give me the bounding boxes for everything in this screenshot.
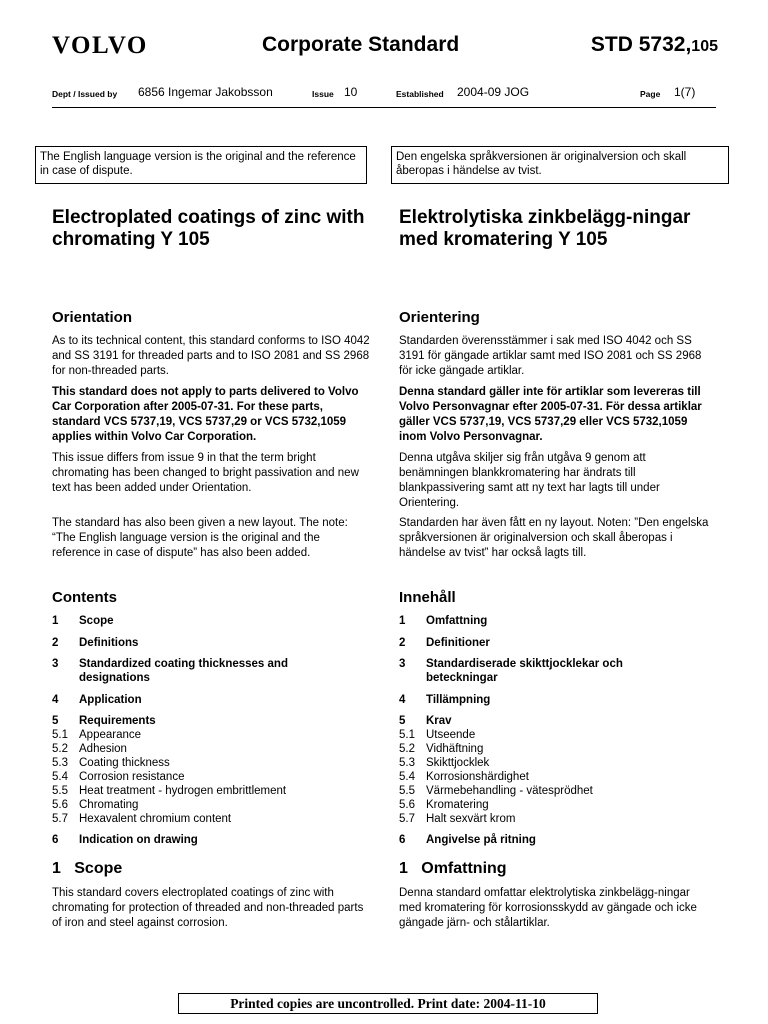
standard-number-main: STD 5732, [590,33,692,56]
established-label: Established [396,89,444,99]
header-divider [52,107,716,108]
swedish-title: Elektrolytiska zinkbelägg-ningar med kromatering Y 105 [399,207,691,250]
english-scope-heading: 1 Scope [52,860,123,877]
english-orientation-p2: This standard does not apply to parts delivered to Volvo Car Corporation after 2005-07-31. For these parts, standard VCS 5737,19, VCS 5737,29 or VCS 5732,1059 applies within Volvo Car Corporation. [52,386,359,443]
volvo-logo: VOLVO [52,32,148,59]
dept-value: 6856 Ingemar Jakobsson [138,85,273,99]
established-value: 2004-09 JOG [457,85,530,99]
document-header [52,30,718,64]
swedish-orientation-heading: Orientering [399,309,480,326]
english-contents-heading: Contents [52,589,117,606]
swedish-scope-text: Denna standard omfattar elektrolytiska zinkbelägg-ningar med kromatering för korrosionsskydd av gängade och icke gängade järn- och stålartiklar. [399,887,697,929]
standard-number [591,33,718,57]
swedish-orientation-p2: Denna standard gäller inte för artiklar som levereras till Volvo Personvagnar efter 2005-07-31. För dessa artiklar gäller VCS 5737,19, VCS 5737,29 eller VCS 5732,1059 inom Volvo Personvagnar. [399,386,702,443]
issue-value: 10 [344,85,358,99]
standard-revision: 105 [691,38,718,55]
swedish-orientation-p1: Standarden överensstämmer i sak med ISO 4042 och SS 3191 för gängade artiklar samt med ISO 2081 och SS 2968 för icke gängade artiklar. [399,335,702,377]
english-orientation-p3: This issue differs from issue 9 in that the term bright chromating has been changed to bright passivation and new text has been added under Orientation. [52,452,359,494]
document-metadata [52,85,716,103]
english-orientation-heading: Orientation [52,309,133,326]
page-label: Page [640,89,661,99]
swedish-orientation-p4: Standarden har även fått en ny layout. Noten: ”Den engelska språkversionen är originalversion och skall åberopas i händelse av tvist” har också lagts till. [399,517,709,559]
dept-label: Dept / Issued by [52,89,118,99]
swedish-contents-heading: Innehåll [399,589,456,606]
page-value: 1(7) [674,85,696,99]
swedish-orientation-p3: Denna utgåva skiljer sig från utgåva 9 genom att benämningen blankkromatering har ändrats till blankpassivering samt att ny text har lagts till under Orientering. [399,452,660,509]
english-scope-text: This standard covers electroplated coatings of zinc with chromating for protection of threaded and non-threaded parts of iron and steel against corrosion. [52,887,364,929]
english-orientation-p4: The standard has also been given a new layout. The note: “The English language version is the original and the reference in case of dispute” has also been added. [52,517,348,559]
english-language-note: The English language version is the original and the reference in case of dispute. [35,146,367,184]
issue-label: Issue [312,89,334,99]
document-type-title: Corporate Standard [262,33,460,56]
swedish-scope-heading: 1 Omfattning [399,860,507,877]
swedish-language-note: Den engelska språkversionen är originalversion och skall åberopas i händelse av tvist. [391,146,729,184]
print-control-footer: Printed copies are uncontrolled. Print date: 2004-11-10 [178,993,598,1014]
english-title: Electroplated coatings of zinc with chromating Y 105 [52,207,365,250]
english-orientation-p1: As to its technical content, this standard conforms to ISO 4042 and SS 3191 for threaded parts and to ISO 2081 and SS 2968 for non-threaded parts. [52,335,370,377]
